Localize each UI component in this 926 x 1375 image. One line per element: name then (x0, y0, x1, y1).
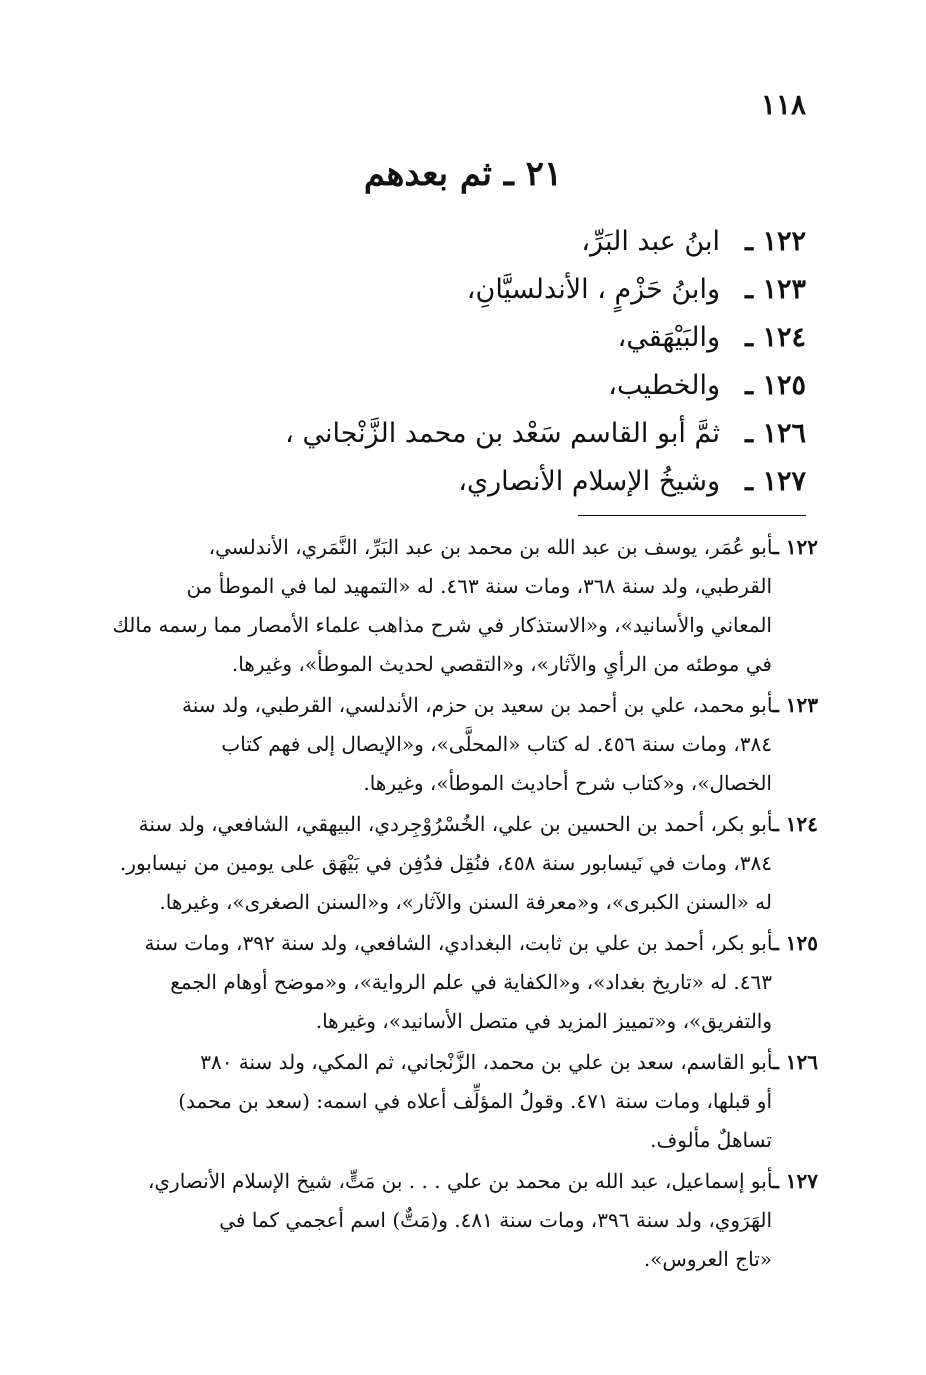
footnote-line: أبو القاسم، سعد بن علي بن محمد، الزَّنْجاني، ثم المكي، ولد سنة ٣٨٠ (200, 1050, 773, 1074)
page-number: ١١٨ (760, 88, 806, 121)
entry-number: ١٢٢ ـ (745, 226, 806, 257)
footnote-line: أبو عُمَر، يوسف بن عبد الله بن محمد بن عبد البَرِّ، النَّمَري، الأندلسي، (208, 535, 773, 559)
list-item (116, 218, 806, 266)
footnote-line: أبو محمد، علي بن أحمد بن سعيد بن حزم، الأندلسي، القرطبي، ولد سنة (182, 693, 773, 717)
footnote-line: أبو بكر، أحمد بن الحسين بن علي، الخُسْرُوْجِردي، البيهقي، الشافعي، ولد سنة (138, 812, 773, 836)
entry-text: والبَيْهَقي، (617, 322, 720, 353)
entry-text: ثمَّ أبو القاسم سَعْد بن محمد الزَّنْجاني ، (285, 418, 720, 449)
footnote-line: أو قبلها، ومات سنة ٤٧١. وقولُ المؤلِّف أعلاه في اسمه: (سعد بن محمد) (178, 1089, 772, 1113)
entry-text: وابنُ حَزْمٍ ، الأندلسيَّانِ، (466, 274, 720, 305)
footnote-line: تساهلٌ مألوف. (650, 1128, 772, 1152)
entry-number: ١٢٣ ـ (745, 274, 806, 305)
footnote-line: القرطبي، ولد سنة ٣٦٨، ومات سنة ٤٦٣. له «التمهيد لما في الموطأ من (186, 574, 772, 598)
list-item (116, 314, 806, 362)
footnote (108, 1043, 818, 1160)
entry-text: ابنُ عبد البَرِّ، (581, 226, 720, 257)
footnote-number: ١٢٥ ـ (772, 931, 818, 955)
footnote-number: ١٢٢ ـ (772, 535, 818, 559)
footnote-line: ٣٨٤، ومات سنة ٤٥٦. له كتاب «المحلَّى»، و«الإيصال إلى فهم كتاب (221, 732, 772, 756)
list-item (116, 458, 806, 506)
footnotes (108, 528, 818, 1281)
entry-text: وشيخُ الإسلام الأنصاري، (458, 466, 720, 497)
footnote-line: له «السنن الكبرى»، و«معرفة السنن والآثار»، و«السنن الصغرى»، وغيرها. (159, 890, 772, 914)
footnote-line: ٣٨٤، ومات في نَيسابور سنة ٤٥٨، فنُقِل فدُفِن في بَيْهَق على يومين من نيسابور. (119, 851, 772, 875)
footnote-line: في موطئه من الرأيِ والآثار»، و«التقصي لحديث الموطأ»، وغيرها. (231, 652, 772, 676)
footnote-divider (578, 515, 806, 516)
list-item (116, 362, 806, 410)
footnote-line: أبو إسماعيل، عبد الله بن محمد بن علي . . . بن مَتٍّ، شيخ الإسلام الأنصاري، (147, 1169, 773, 1193)
footnote (108, 686, 818, 803)
footnote-line: الهَرَوي، ولد سنة ٣٩٦، ومات سنة ٤٨١. و(مَتٌّ) اسم أعجمي كما في (219, 1208, 772, 1232)
entry-number: ١٢٦ ـ (745, 418, 806, 449)
list-item (116, 410, 806, 458)
footnote-number: ١٢٤ ـ (772, 812, 818, 836)
entry-number: ١٢٧ ـ (745, 466, 806, 497)
footnote-line: ٤٦٣. له «تاريخ بغداد»، و«الكفاية في علم الرواية»، و«موضح أوهام الجمع (170, 970, 772, 994)
footnote-number: ١٢٦ ـ (772, 1050, 818, 1074)
footnote (108, 528, 818, 684)
list-item (116, 266, 806, 314)
entry-number: ١٢٤ ـ (745, 322, 806, 353)
footnote-line: والتفريق»، و«تمييز المزيد في متصل الأسانيد»، وغيرها. (315, 1009, 772, 1033)
section-title: ٢١ ـ ثم بعدهم (363, 154, 563, 194)
entry-number: ١٢٥ ـ (745, 370, 806, 401)
footnote-line: المعاني والأسانيد»، و«الاستذكار في شرح مذاهب علماء الأمصار مما رسمه مالك (112, 613, 772, 637)
footnote (108, 1162, 818, 1279)
footnote-line: أبو بكر، أحمد بن علي بن ثابت، البغدادي، الشافعي، ولد سنة ٣٩٢، ومات سنة (144, 931, 773, 955)
footnote (108, 924, 818, 1041)
footnote-number: ١٢٣ ـ (772, 693, 818, 717)
footnote-line: الخصال»، و«كتاب شرح أحاديث الموطأ»، وغيرها. (363, 771, 772, 795)
entry-text: والخطيب، (608, 370, 720, 401)
footnote (108, 805, 818, 922)
scholars-list (116, 218, 806, 506)
footnote-line: «تاج العروس». (643, 1247, 772, 1271)
footnote-number: ١٢٧ ـ (772, 1169, 818, 1193)
